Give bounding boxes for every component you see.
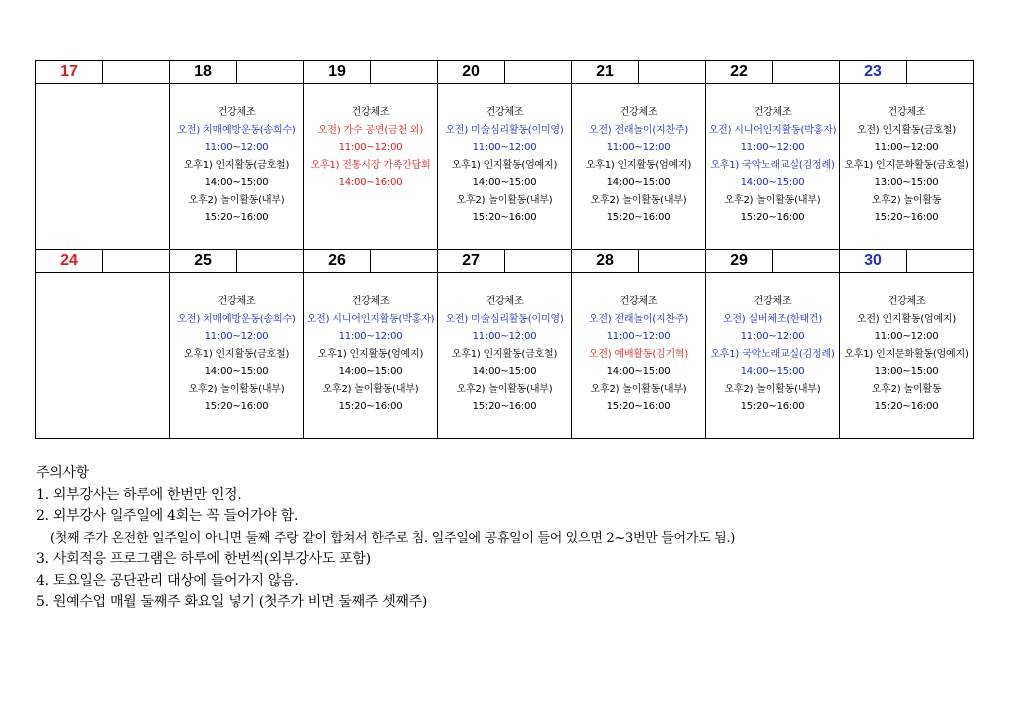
schedule-line: 11:00~12:00 (874, 142, 939, 153)
schedule-line: 건강체조 (619, 107, 658, 118)
day-header-blank (505, 61, 571, 83)
day-number: 29 (706, 250, 773, 272)
schedule-line: 오전) 미술심리활동(이미영) (445, 313, 564, 325)
day-schedule-cell (706, 84, 840, 250)
day-header-cell (438, 250, 572, 273)
schedule-line: 오후1) 인지활동(금호철) (451, 348, 558, 360)
schedule-line: 오후1) 인지활동(금호철) (183, 159, 290, 171)
day-events (438, 273, 571, 416)
day-header-cell (36, 250, 170, 273)
schedule-line: 오후1) 전통시장 가족간담회 (310, 159, 431, 171)
day-number: 24 (36, 250, 103, 272)
day-events (304, 273, 437, 416)
note-item-5: 5. 원예수업 매월 둘째주 화요일 넣기 (첫주가 비면 둘째주 셋째주) (36, 594, 428, 610)
day-header-cell (170, 61, 304, 84)
week-content-row (36, 84, 974, 250)
schedule-line: 오전) 치매예방운동(송희수) (177, 313, 296, 325)
day-events (840, 273, 973, 416)
day-schedule-cell (170, 273, 304, 439)
day-header-cell (840, 250, 974, 273)
day-events (36, 84, 169, 104)
schedule-line: 14:00~15:00 (204, 177, 269, 188)
schedule-line: 오후1) 인지활동(엄예지) (317, 348, 424, 360)
schedule-line: 15:20~16:00 (204, 212, 269, 223)
day-header-cell (438, 61, 572, 84)
schedule-line: 오후2) 놀이활동(내부) (456, 383, 553, 395)
note-item-2: 2. 외부강사 일주일에 4회는 꼭 들어가야 함. (36, 508, 298, 524)
day-schedule-cell (572, 273, 706, 439)
schedule-line: 13:00~15:00 (874, 177, 939, 188)
day-header-blank (907, 61, 973, 83)
day-number: 19 (304, 61, 371, 83)
day-number: 23 (840, 61, 907, 83)
schedule-line: 오전) 전래놀이(지찬주) (588, 124, 689, 136)
schedule-line: 건강체조 (887, 107, 926, 118)
schedule-line: 건강체조 (351, 107, 390, 118)
day-number: 20 (438, 61, 505, 83)
schedule-line: 오후2) 놀이활동(내부) (188, 194, 285, 206)
schedule-line: 오전) 시니어인지활동(박홍자) (708, 124, 837, 136)
day-header-blank (639, 250, 705, 272)
schedule-line: 오후2) 놀이활동(내부) (724, 383, 821, 395)
week-date-row (36, 61, 974, 84)
schedule-line: 오후2) 놀이활동(내부) (590, 194, 687, 206)
schedule-line: 오후2) 놀이활동(내부) (188, 383, 285, 395)
day-number: 17 (36, 61, 103, 83)
week-content-row (36, 273, 974, 439)
schedule-line: 14:00~16:00 (338, 177, 403, 188)
day-events (706, 273, 839, 416)
day-events (840, 84, 973, 227)
schedule-line: 15:20~16:00 (472, 212, 537, 223)
day-number: 26 (304, 250, 371, 272)
schedule-line: 14:00~15:00 (606, 366, 671, 377)
schedule-line: 오후2) 놀이활동 (871, 194, 942, 206)
day-schedule-cell (438, 273, 572, 439)
day-schedule-cell (304, 84, 438, 250)
schedule-line: 11:00~12:00 (740, 142, 805, 153)
schedule-line: 14:00~15:00 (606, 177, 671, 188)
day-events (170, 273, 303, 416)
schedule-line: 오전) 미술심리활동(이미영) (445, 124, 564, 136)
schedule-line: 15:20~16:00 (740, 212, 805, 223)
schedule-line: 15:20~16:00 (338, 401, 403, 412)
schedule-line: 오전) 인지활동(금호철) (856, 124, 957, 136)
day-events (706, 84, 839, 227)
schedule-line: 오후1) 인지활동(엄예지) (585, 159, 692, 171)
day-header-cell (170, 250, 304, 273)
day-header-blank (237, 250, 303, 272)
day-header-blank (103, 250, 169, 272)
day-events (572, 84, 705, 227)
schedule-line: 건강체조 (887, 296, 926, 307)
schedule-line: 11:00~12:00 (606, 142, 671, 153)
schedule-line: 오전) 시니어인지활동(박홍자) (306, 313, 435, 325)
day-events (572, 273, 705, 416)
weekly-calendar (35, 60, 974, 439)
day-events (170, 84, 303, 227)
schedule-line: 15:20~16:00 (874, 212, 939, 223)
day-schedule-cell (304, 273, 438, 439)
schedule-line: 오전) 전래놀이(지찬주) (588, 313, 689, 325)
day-header-cell (572, 61, 706, 84)
schedule-line: 14:00~15:00 (472, 177, 537, 188)
schedule-line: 11:00~12:00 (338, 331, 403, 342)
schedule-line: 건강체조 (217, 296, 256, 307)
schedule-line: 오후2) 놀이활동(내부) (724, 194, 821, 206)
day-header-cell (304, 61, 438, 84)
schedule-line: 오전) 인지활동(엄예지) (856, 313, 957, 325)
schedule-line: 15:20~16:00 (874, 401, 939, 412)
notes-title: 주의사항 (36, 465, 89, 481)
schedule-line: 오후2) 놀이활동 (871, 383, 942, 395)
day-schedule-cell (36, 273, 170, 439)
day-schedule-cell (36, 84, 170, 250)
schedule-line: 15:20~16:00 (204, 401, 269, 412)
day-header-cell (36, 61, 170, 84)
schedule-line: 오후1) 국악노래교실(김정례) (710, 159, 835, 171)
day-header-cell (706, 61, 840, 84)
day-number: 18 (170, 61, 237, 83)
day-header-blank (639, 61, 705, 83)
schedule-line: 건강체조 (485, 296, 524, 307)
schedule-line: 11:00~12:00 (204, 142, 269, 153)
day-schedule-cell (840, 84, 974, 250)
note-item-4: 4. 토요일은 공단관리 대상에 들어가지 않음. (36, 572, 299, 589)
schedule-line: 건강체조 (351, 296, 390, 307)
schedule-line: 15:20~16:00 (740, 401, 805, 412)
day-events (304, 84, 437, 192)
day-events (438, 84, 571, 227)
schedule-line: 오후1) 국악노래교실(김정례) (710, 348, 835, 360)
day-number: 30 (840, 250, 907, 272)
schedule-line: 14:00~15:00 (740, 177, 805, 188)
day-number: 25 (170, 250, 237, 272)
schedule-line: 11:00~12:00 (472, 331, 537, 342)
day-schedule-cell (572, 84, 706, 250)
note-item-3: 3. 사회적응 프로그램은 하루에 한번씩(외부강사도 포함) (36, 551, 371, 567)
day-header-blank (773, 61, 839, 83)
schedule-line: 15:20~16:00 (606, 401, 671, 412)
schedule-line: 건강체조 (217, 107, 256, 118)
day-header-blank (371, 61, 437, 83)
schedule-line: 15:20~16:00 (606, 212, 671, 223)
day-header-blank (103, 61, 169, 83)
schedule-line: 14:00~15:00 (204, 366, 269, 377)
schedule-line: 11:00~12:00 (338, 142, 403, 153)
schedule-line: 14:00~15:00 (740, 366, 805, 377)
day-header-cell (572, 250, 706, 273)
day-number: 21 (572, 61, 639, 83)
day-events (36, 273, 169, 293)
schedule-line: 15:20~16:00 (472, 401, 537, 412)
note-item-1: 1. 외부강사는 하루에 한번만 인정. (36, 486, 242, 503)
schedule-line: 오후1) 인지활동(금호철) (183, 348, 290, 360)
notes-section (36, 463, 735, 614)
schedule-line: 오전) 가수 공연(금천 외) (317, 124, 424, 136)
schedule-line: 건강체조 (619, 296, 658, 307)
day-header-blank (907, 250, 973, 272)
schedule-line: 오후1) 인지문화활동(금호철) (844, 159, 969, 171)
day-schedule-cell (438, 84, 572, 250)
schedule-line: 오후1) 인지문화활동(엄예지) (844, 348, 969, 360)
day-schedule-cell (706, 273, 840, 439)
schedule-line: 11:00~12:00 (874, 331, 939, 342)
schedule-line: 오전) 예배활동(김기혁) (588, 348, 689, 360)
day-header-blank (371, 250, 437, 272)
day-header-cell (706, 250, 840, 273)
schedule-line: 13:00~15:00 (874, 366, 939, 377)
day-header-cell (304, 250, 438, 273)
schedule-line: 오후2) 놀이활동(내부) (322, 383, 419, 395)
schedule-line: 건강체조 (485, 107, 524, 118)
day-number: 22 (706, 61, 773, 83)
schedule-line: 건강체조 (753, 296, 792, 307)
week-date-row (36, 250, 974, 273)
schedule-line: 오후2) 놀이활동(내부) (590, 383, 687, 395)
schedule-line: 오전) 치매예방운동(송희수) (177, 124, 296, 136)
schedule-line: 오후1) 인지활동(엄예지) (451, 159, 558, 171)
schedule-line: 11:00~12:00 (204, 331, 269, 342)
day-schedule-cell (840, 273, 974, 439)
schedule-line: 14:00~15:00 (338, 366, 403, 377)
day-schedule-cell (170, 84, 304, 250)
schedule-line: 14:00~15:00 (472, 366, 537, 377)
note-item-2-detail: (첫째 주가 온전한 일주일이 아니면 둘째 주랑 같이 합쳐서 한주로 침. 일주일에 공휴일이 들어 있으면 2~3번만 들어가도 됨.) (50, 530, 736, 546)
schedule-line: 11:00~12:00 (740, 331, 805, 342)
schedule-line: 건강체조 (753, 107, 792, 118)
day-header-blank (505, 250, 571, 272)
schedule-line: 11:00~12:00 (606, 331, 671, 342)
day-number: 28 (572, 250, 639, 272)
schedule-line: 11:00~12:00 (472, 142, 537, 153)
day-header-cell (840, 61, 974, 84)
day-header-blank (773, 250, 839, 272)
day-number: 27 (438, 250, 505, 272)
schedule-line: 오전) 실버체조(한태건) (722, 313, 823, 325)
day-header-blank (237, 61, 303, 83)
schedule-line: 오후2) 놀이활동(내부) (456, 194, 553, 206)
